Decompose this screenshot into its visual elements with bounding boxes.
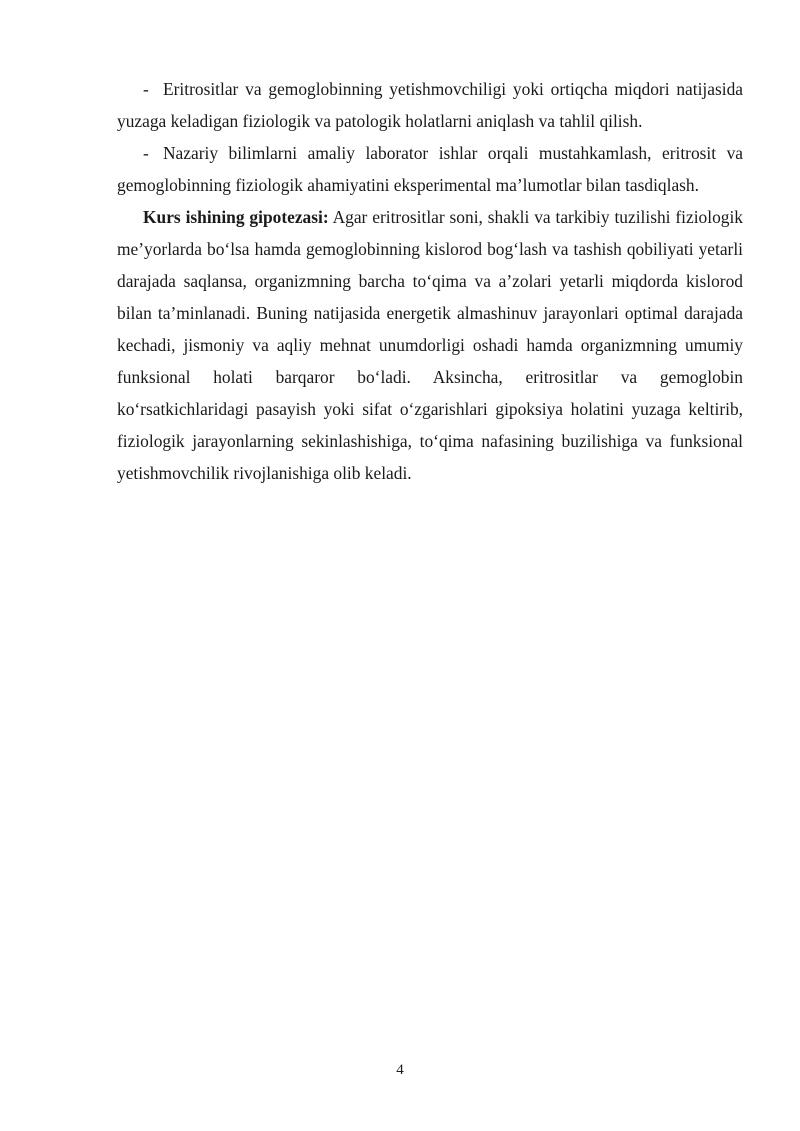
list-item	[117, 73, 743, 137]
hypothesis-heading: Kurs ishining gipotezasi:	[143, 207, 329, 227]
list-dash: -	[143, 143, 149, 163]
hypothesis-text: Agar eritrositlar soni, shakli va tarkibiy tuzilishi fiziologik me’yorlarda bo‘lsa hamda gemoglobinning kislorod bog‘lash va tashish qobiliyati yetarli darajada saqlansa, organizmning barcha to‘qima va a’zolari yetarli miqdorda kislorod bilan ta’minlanadi. Buning natijasida energetik almashinuv jarayonlari optimal darajada kechadi, jismoniy va aqliy mehnat unumdorligi oshadi hamda organizmning umumiy funksional holati barqaror bo‘ladi. Aksincha, eritrositlar va gemoglobin ko‘rsatkichlaridagi pasayish yoki sifat o‘zgarishlari gipoksiya holatini yuzaga keltirib, fiziologik jarayonlarning sekinlashishiga, to‘qima nafasining buzilishiga va funksional yetishmovchilik rivojlanishiga olib keladi.	[117, 207, 743, 483]
hypothesis-paragraph	[117, 201, 743, 489]
list-item-text: Eritrositlar va gemoglobinning yetishmovchiligi yoki ortiqcha miqdori natijasida yuzaga keladigan fiziologik va patologik holatlarni aniqlash va tahlil qilish.	[117, 79, 743, 131]
list-item-text: Nazariy bilimlarni amaliy laborator ishlar orqali mustahkamlash, eritrosit va gemoglobinning fiziologik ahamiyatini eksperimental ma’lumotlar bilan tasdiqlash.	[117, 143, 743, 195]
list-item	[117, 137, 743, 201]
page-number: 4	[396, 1062, 404, 1078]
list-dash: -	[143, 79, 149, 99]
page-body	[117, 73, 743, 489]
